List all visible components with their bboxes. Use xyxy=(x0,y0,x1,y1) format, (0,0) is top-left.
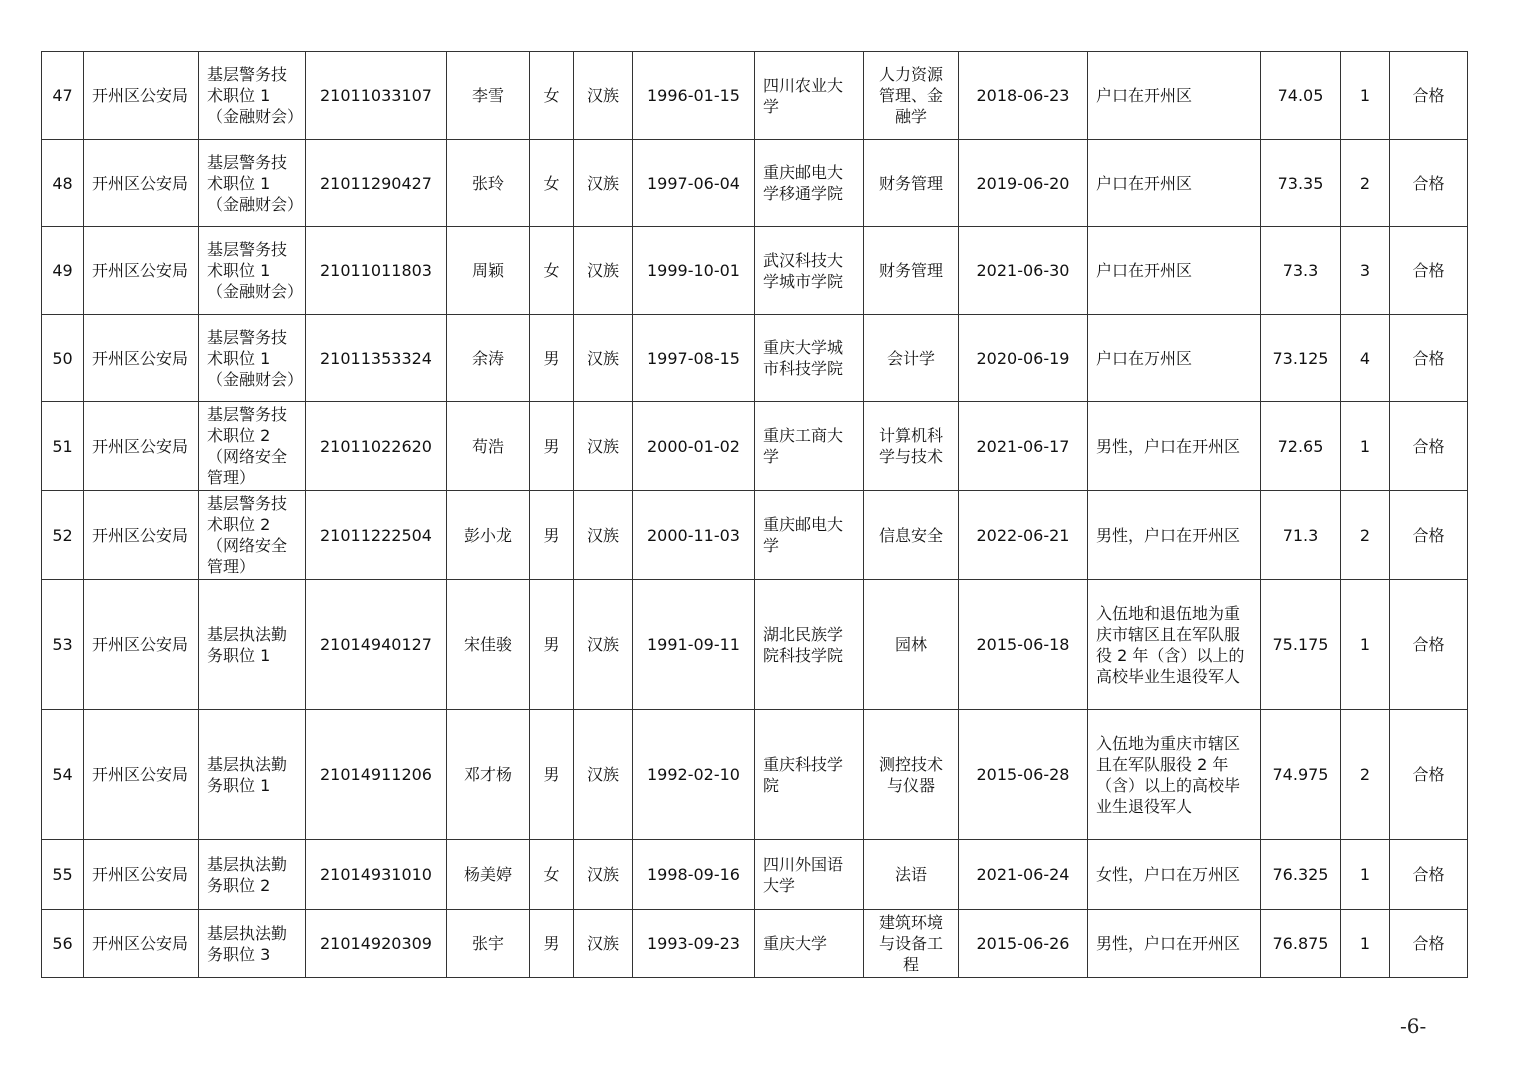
rank-cell: 2 xyxy=(1341,710,1390,840)
school-cell: 武汉科技大学城市学院 xyxy=(755,227,864,315)
major-cell: 测控技术与仪器 xyxy=(864,710,959,840)
score-cell: 75.175 xyxy=(1261,580,1341,710)
score-cell: 72.65 xyxy=(1261,402,1341,491)
result-cell: 合格 xyxy=(1390,140,1468,227)
major-cell: 法语 xyxy=(864,840,959,910)
position-cell: 基层执法勤务职位 1 xyxy=(199,710,306,840)
table-row xyxy=(42,840,1468,910)
unit-cell: 开州区公安局 xyxy=(84,840,199,910)
school-cell: 重庆科技学院 xyxy=(755,710,864,840)
rank-cell: 1 xyxy=(1341,910,1390,978)
position-cell: 基层执法勤务职位 2 xyxy=(199,840,306,910)
exam-id-cell: 21011011803 xyxy=(306,227,447,315)
birth-date-cell: 1998-09-16 xyxy=(633,840,755,910)
exam-id-cell: 21011290427 xyxy=(306,140,447,227)
unit-cell: 开州区公安局 xyxy=(84,140,199,227)
position-cell: 基层警务技术职位 2（网络安全管理） xyxy=(199,402,306,491)
result-cell: 合格 xyxy=(1390,402,1468,491)
major-cell: 人力资源管理、金融学 xyxy=(864,52,959,140)
table-row xyxy=(42,140,1468,227)
row-number-cell: 50 xyxy=(42,315,84,402)
gender-cell: 男 xyxy=(530,402,574,491)
result-cell: 合格 xyxy=(1390,910,1468,978)
birth-date-cell: 1992-02-10 xyxy=(633,710,755,840)
graduation-date-cell: 2019-06-20 xyxy=(959,140,1088,227)
graduation-date-cell: 2015-06-28 xyxy=(959,710,1088,840)
exam-id-cell: 21011222504 xyxy=(306,491,447,580)
row-number-cell: 53 xyxy=(42,580,84,710)
ethnicity-cell: 汉族 xyxy=(574,402,633,491)
row-number-cell: 48 xyxy=(42,140,84,227)
table-row xyxy=(42,402,1468,491)
table-body xyxy=(42,52,1468,978)
major-cell: 财务管理 xyxy=(864,227,959,315)
row-number-cell: 47 xyxy=(42,52,84,140)
rank-cell: 1 xyxy=(1341,52,1390,140)
note-cell: 户口在开州区 xyxy=(1088,52,1261,140)
result-cell: 合格 xyxy=(1390,315,1468,402)
school-cell: 四川外国语大学 xyxy=(755,840,864,910)
row-number-cell: 56 xyxy=(42,910,84,978)
ethnicity-cell: 汉族 xyxy=(574,710,633,840)
position-cell: 基层警务技术职位 1（金融财会） xyxy=(199,140,306,227)
exam-id-cell: 21011033107 xyxy=(306,52,447,140)
row-number-cell: 54 xyxy=(42,710,84,840)
graduation-date-cell: 2015-06-18 xyxy=(959,580,1088,710)
table-row xyxy=(42,491,1468,580)
table-row xyxy=(42,580,1468,710)
ethnicity-cell: 汉族 xyxy=(574,140,633,227)
result-cell: 合格 xyxy=(1390,227,1468,315)
name-cell: 宋佳骏 xyxy=(447,580,530,710)
graduation-date-cell: 2021-06-30 xyxy=(959,227,1088,315)
note-cell: 入伍地和退伍地为重庆市辖区且在军队服役 2 年（含）以上的高校毕业生退役军人 xyxy=(1088,580,1261,710)
table-row xyxy=(42,315,1468,402)
row-number-cell: 55 xyxy=(42,840,84,910)
birth-date-cell: 1997-06-04 xyxy=(633,140,755,227)
gender-cell: 男 xyxy=(530,910,574,978)
unit-cell: 开州区公安局 xyxy=(84,227,199,315)
name-cell: 彭小龙 xyxy=(447,491,530,580)
gender-cell: 女 xyxy=(530,52,574,140)
rank-cell: 4 xyxy=(1341,315,1390,402)
position-cell: 基层警务技术职位 1（金融财会） xyxy=(199,52,306,140)
rank-cell: 3 xyxy=(1341,227,1390,315)
major-cell: 信息安全 xyxy=(864,491,959,580)
note-cell: 男性，户口在开州区 xyxy=(1088,402,1261,491)
birth-date-cell: 1997-08-15 xyxy=(633,315,755,402)
major-cell: 财务管理 xyxy=(864,140,959,227)
exam-id-cell: 21014940127 xyxy=(306,580,447,710)
exam-id-cell: 21011022620 xyxy=(306,402,447,491)
graduation-date-cell: 2022-06-21 xyxy=(959,491,1088,580)
result-cell: 合格 xyxy=(1390,580,1468,710)
score-cell: 73.125 xyxy=(1261,315,1341,402)
unit-cell: 开州区公安局 xyxy=(84,580,199,710)
birth-date-cell: 1996-01-15 xyxy=(633,52,755,140)
school-cell: 重庆工商大学 xyxy=(755,402,864,491)
score-cell: 76.325 xyxy=(1261,840,1341,910)
ethnicity-cell: 汉族 xyxy=(574,910,633,978)
result-cell: 合格 xyxy=(1390,710,1468,840)
score-cell: 74.05 xyxy=(1261,52,1341,140)
ethnicity-cell: 汉族 xyxy=(574,52,633,140)
name-cell: 苟浩 xyxy=(447,402,530,491)
ethnicity-cell: 汉族 xyxy=(574,580,633,710)
position-cell: 基层警务技术职位 1（金融财会） xyxy=(199,315,306,402)
unit-cell: 开州区公安局 xyxy=(84,710,199,840)
birth-date-cell: 2000-11-03 xyxy=(633,491,755,580)
candidate-table xyxy=(41,51,1468,978)
position-cell: 基层警务技术职位 2（网络安全管理） xyxy=(199,491,306,580)
birth-date-cell: 1999-10-01 xyxy=(633,227,755,315)
ethnicity-cell: 汉族 xyxy=(574,491,633,580)
graduation-date-cell: 2015-06-26 xyxy=(959,910,1088,978)
unit-cell: 开州区公安局 xyxy=(84,491,199,580)
row-number-cell: 52 xyxy=(42,491,84,580)
score-cell: 76.875 xyxy=(1261,910,1341,978)
score-cell: 73.3 xyxy=(1261,227,1341,315)
gender-cell: 女 xyxy=(530,840,574,910)
note-cell: 户口在开州区 xyxy=(1088,140,1261,227)
graduation-date-cell: 2018-06-23 xyxy=(959,52,1088,140)
birth-date-cell: 2000-01-02 xyxy=(633,402,755,491)
unit-cell: 开州区公安局 xyxy=(84,52,199,140)
table-row xyxy=(42,227,1468,315)
rank-cell: 2 xyxy=(1341,140,1390,227)
position-cell: 基层警务技术职位 1（金融财会） xyxy=(199,227,306,315)
row-number-cell: 51 xyxy=(42,402,84,491)
ethnicity-cell: 汉族 xyxy=(574,227,633,315)
score-cell: 74.975 xyxy=(1261,710,1341,840)
graduation-date-cell: 2020-06-19 xyxy=(959,315,1088,402)
rank-cell: 1 xyxy=(1341,402,1390,491)
score-cell: 71.3 xyxy=(1261,491,1341,580)
unit-cell: 开州区公安局 xyxy=(84,910,199,978)
name-cell: 余涛 xyxy=(447,315,530,402)
result-cell: 合格 xyxy=(1390,840,1468,910)
school-cell: 四川农业大学 xyxy=(755,52,864,140)
name-cell: 张玲 xyxy=(447,140,530,227)
exam-id-cell: 21014931010 xyxy=(306,840,447,910)
name-cell: 邓才杨 xyxy=(447,710,530,840)
result-cell: 合格 xyxy=(1390,52,1468,140)
school-cell: 重庆大学城市科技学院 xyxy=(755,315,864,402)
note-cell: 户口在万州区 xyxy=(1088,315,1261,402)
unit-cell: 开州区公安局 xyxy=(84,402,199,491)
exam-id-cell: 21011353324 xyxy=(306,315,447,402)
major-cell: 园林 xyxy=(864,580,959,710)
major-cell: 建筑环境与设备工程 xyxy=(864,910,959,978)
position-cell: 基层执法勤务职位 1 xyxy=(199,580,306,710)
graduation-date-cell: 2021-06-24 xyxy=(959,840,1088,910)
gender-cell: 女 xyxy=(530,140,574,227)
birth-date-cell: 1993-09-23 xyxy=(633,910,755,978)
ethnicity-cell: 汉族 xyxy=(574,315,633,402)
school-cell: 重庆邮电大学移通学院 xyxy=(755,140,864,227)
name-cell: 周颖 xyxy=(447,227,530,315)
rank-cell: 2 xyxy=(1341,491,1390,580)
birth-date-cell: 1991-09-11 xyxy=(633,580,755,710)
note-cell: 户口在开州区 xyxy=(1088,227,1261,315)
rank-cell: 1 xyxy=(1341,840,1390,910)
gender-cell: 男 xyxy=(530,315,574,402)
school-cell: 重庆大学 xyxy=(755,910,864,978)
note-cell: 男性，户口在开州区 xyxy=(1088,491,1261,580)
school-cell: 重庆邮电大学 xyxy=(755,491,864,580)
major-cell: 会计学 xyxy=(864,315,959,402)
exam-id-cell: 21014920309 xyxy=(306,910,447,978)
note-cell: 入伍地为重庆市辖区且在军队服役 2 年（含）以上的高校毕业生退役军人 xyxy=(1088,710,1261,840)
table-row xyxy=(42,710,1468,840)
gender-cell: 女 xyxy=(530,227,574,315)
table-row xyxy=(42,52,1468,140)
name-cell: 杨美婷 xyxy=(447,840,530,910)
exam-id-cell: 21014911206 xyxy=(306,710,447,840)
table-row xyxy=(42,910,1468,978)
note-cell: 男性，户口在开州区 xyxy=(1088,910,1261,978)
rank-cell: 1 xyxy=(1341,580,1390,710)
position-cell: 基层执法勤务职位 3 xyxy=(199,910,306,978)
unit-cell: 开州区公安局 xyxy=(84,315,199,402)
graduation-date-cell: 2021-06-17 xyxy=(959,402,1088,491)
gender-cell: 男 xyxy=(530,491,574,580)
name-cell: 张宇 xyxy=(447,910,530,978)
score-cell: 73.35 xyxy=(1261,140,1341,227)
note-cell: 女性，户口在万州区 xyxy=(1088,840,1261,910)
name-cell: 李雪 xyxy=(447,52,530,140)
gender-cell: 男 xyxy=(530,710,574,840)
ethnicity-cell: 汉族 xyxy=(574,840,633,910)
gender-cell: 男 xyxy=(530,580,574,710)
result-cell: 合格 xyxy=(1390,491,1468,580)
school-cell: 湖北民族学院科技学院 xyxy=(755,580,864,710)
row-number-cell: 49 xyxy=(42,227,84,315)
page-number: -6- xyxy=(1400,1014,1427,1038)
major-cell: 计算机科学与技术 xyxy=(864,402,959,491)
